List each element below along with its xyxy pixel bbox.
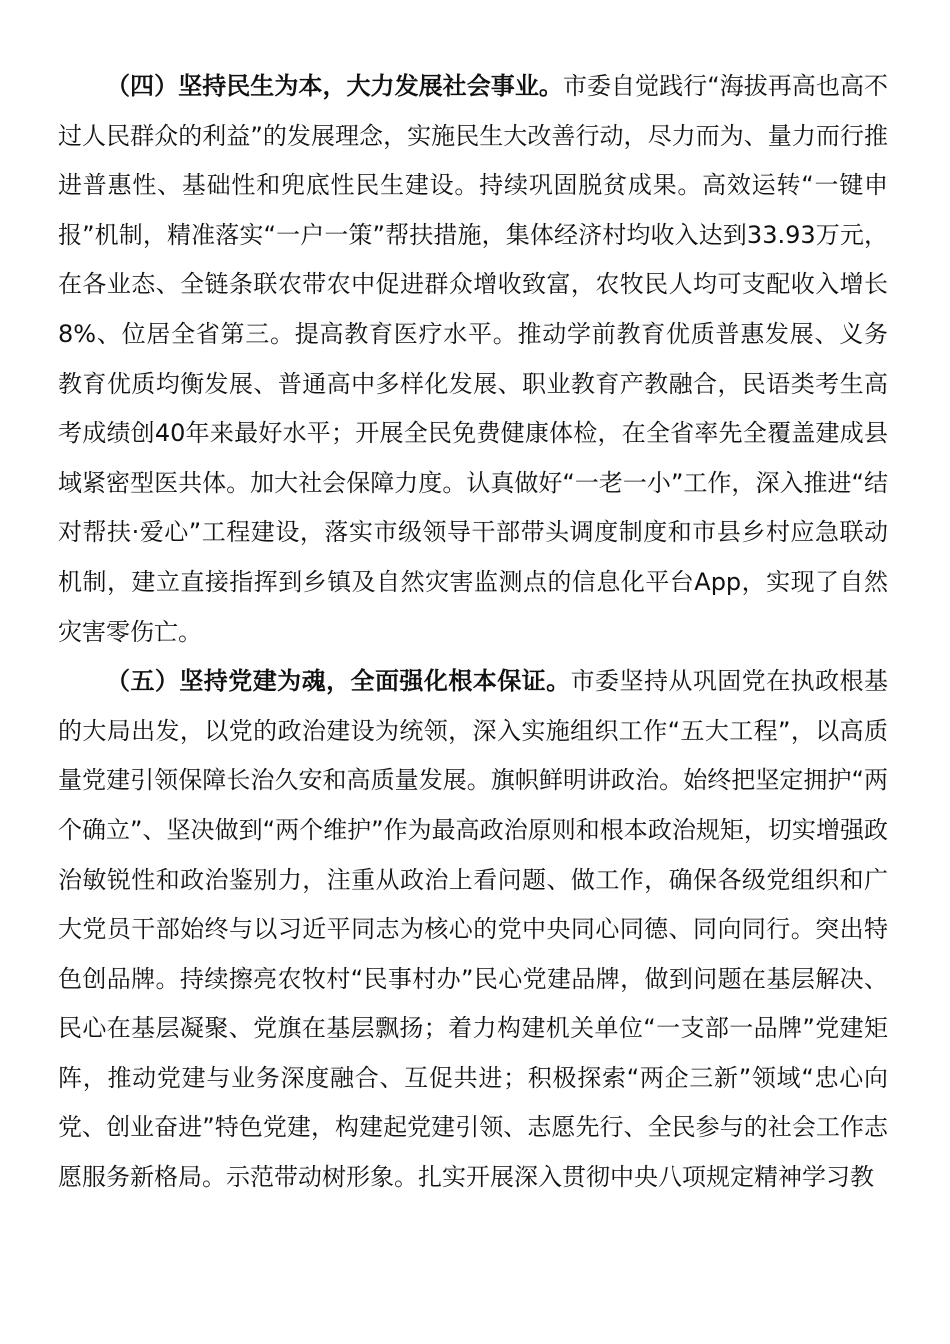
paragraph-heading: （四）坚持民生为本，大力发展社会事业。	[106, 72, 563, 100]
paragraph-party-building	[58, 657, 888, 1203]
document-page	[58, 62, 888, 1203]
paragraph-body: 市委自觉践行“海拔再高也高不过人民群众的利益”的发展理念，实施民生大改善行动，尽力而为、量力而行推进普惠性、基础性和兜底性民生建设。持续巩固脱贫成果。高效运转“一键申报”机制，精准落实“一户一策”帮扶措施，集体经济村均收入达到33.93万元，在各业态、全链条联农带农中促进群众增收致富，农牧民人均可支配收入增长8%、位居全省第三。提高教育医疗水平。推动学前教育优质普惠发展、义务教育优质均衡发展、普通高中多样化发展、职业教育产教融合，民语类考生高考成绩创40年来最好水平；开展全民免费健康体检，在全省率先全覆盖建成县域紧密型医共体。加大社会保障力度。认真做好“一老一小”工作，深入推进“结对帮扶·爱心”工程建设，落实市级领导干部带头调度制度和市县乡村应急联动机制，建立直接指挥到乡镇及自然灾害监测点的信息化平台App，实现了自然灾害零伤亡。	[58, 72, 889, 646]
paragraph-social-affairs	[58, 62, 888, 657]
paragraph-body: 市委坚持从巩固党在执政根基的大局出发，以党的政治建设为统领，深入实施组织工作“五大工程”，以高质量党建引领保障长治久安和高质量发展。旗帜鲜明讲政治。始终把坚定拥护“两个确立”、坚决做到“两个维护”作为最高政治原则和根本政治规矩，切实增强政治敏锐性和政治鉴别力，注重从政治上看问题、做工作，确保各级党组织和广大党员干部始终与以习近平同志为核心的党中央同心同德、同向同行。突出特色创品牌。持续擦亮农牧村“民事村办”民心党建品牌，做到问题在基层解决、民心在基层凝聚、党旗在基层飘扬；着力构建机关单位“一支部一品牌”党建矩阵，推动党建与业务深度融合、互促共进；积极探索“两企三新”领域“忠心向党、创业奋进”特色党建，构建起党建引领、志愿先行、全民参与的社会工作志愿服务新格局。示范带动树形象。扎实开展深入贯彻中央八项规定精神学习教	[58, 667, 889, 1192]
paragraph-heading: （五）坚持党建为魂，全面强化根本保证。	[106, 667, 571, 696]
